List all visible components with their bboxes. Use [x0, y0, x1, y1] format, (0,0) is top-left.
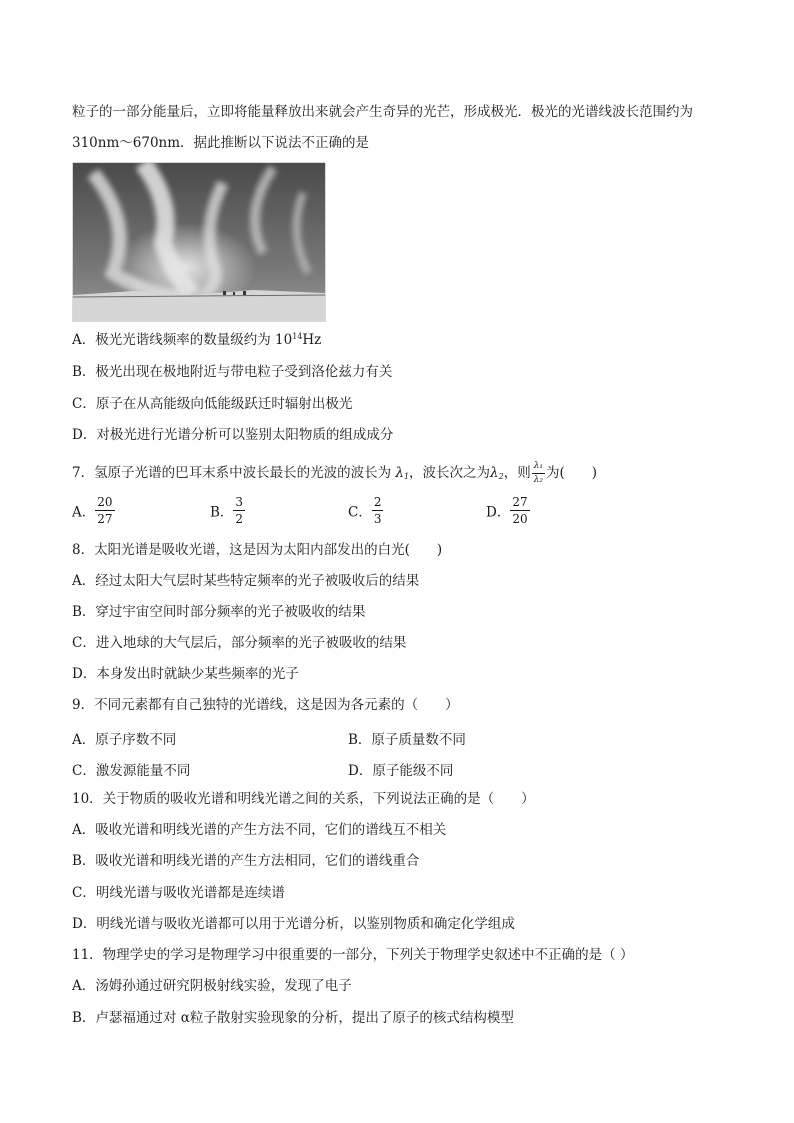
lambda1: $\lambda_1$ — [395, 465, 410, 481]
q6-option-b: B．极光出现在极地附近与带电粒子受到洛伦兹力有关 — [72, 364, 393, 380]
q8-option-d: D．本身发出时就缺少某些频率的光子 — [72, 666, 299, 682]
q10-stem: 10．关于物质的吸收光谱和明线光谱之间的关系，下列说法正确的是（ ） — [72, 791, 535, 807]
q10-option-a: A．吸收光谱和明线光谱的产生方法不同，它们的谱线互不相关 — [72, 822, 447, 838]
q9-option-d: D．原子能级不同 — [348, 763, 454, 779]
q9-option-c: C．激发源能量不同 — [72, 763, 191, 779]
lambda2: $\lambda_2$ — [490, 465, 504, 481]
q9-option-a: A．原子序数不同 — [72, 732, 177, 748]
q6-option-a: A．极光光谐线频率的数量级约为 $10^{14}Hz$ — [72, 332, 322, 348]
lambda-ratio-fraction: $\frac{\text{λ₁}}{\text{λ₂}}$ — [533, 461, 544, 485]
q11-stem: 11．物理学史的学习是物理学习中很重要的一部分，下列关于物理学史叙述中不正确的是（ ） — [72, 947, 634, 963]
q6-option-d: D．对极光进行光谱分析可以鉴别太阳物质的组成成分 — [72, 427, 394, 443]
q6-stem-line1: 粒子的一部分能量后，立即将能量释放出来就会产生奇异的光芒，形成极光．极光的光谱线波长范围约为 — [72, 104, 693, 120]
q6-stem-line2: 310nm～670nm．据此推断以下说法不正确的是 — [72, 135, 370, 151]
q8-option-c: C．进入地球的大气层后，部分频率的光子被吸收的结果 — [72, 635, 407, 651]
q10-option-b: B．吸收光谱和明线光谱的产生方法相同，它们的谱线重合 — [72, 853, 420, 869]
q8-option-b: B．穿过宇宙空间时部分频率的光子被吸收的结果 — [72, 604, 366, 620]
q10-option-d: D．明线光谱与吸收光谱都可以用于光谱分析，以鉴别物质和确定化学组成 — [72, 916, 515, 932]
q9-stem: 9．不同元素都有自己独特的光谱线，这是因为各元素的（ ） — [72, 697, 459, 713]
q7-option-a: A． $\frac{20}{27}$ — [72, 495, 113, 526]
q7-stem: 7．氢原子光谱的巴耳末系中波长最长的光波的波长为 $\lambda_1$，波长次之为$\lambda_2$，则 $\frac{\text{λ₁}}{\text{λ₂}}$ 为( ) — [72, 461, 598, 485]
q6-option-c: C．原子在从高能级向低能级跃迁时辐射出极光 — [72, 396, 353, 412]
q8-stem: 8．太阳光谱是吸收光谱，这是因为太阳内部发出的白光( ) — [72, 542, 443, 558]
q11-option-b: B．卢瑟福通过对 α粒子散射实验现象的分析，提出了原子的核式结构模型 — [72, 1010, 514, 1026]
q11-option-a: A．汤姆孙通过研究阴极射线实验，发现了电子 — [72, 978, 352, 994]
q7-option-d: D． $\frac{27}{20}$ — [486, 495, 528, 526]
q8-option-a: A．经过太阳大气层时某些特定频率的光子被吸收后的结果 — [72, 573, 420, 589]
aurora-photo — [72, 162, 326, 322]
q9-option-b: B．原子质量数不同 — [348, 732, 466, 748]
q7-option-b: B． $\frac{3}{2}$ — [210, 495, 244, 526]
q10-option-c: C．明线光谱与吸收光谱都是连续谱 — [72, 885, 285, 901]
q7-option-c: C． $\frac{2}{3}$ — [348, 495, 382, 526]
